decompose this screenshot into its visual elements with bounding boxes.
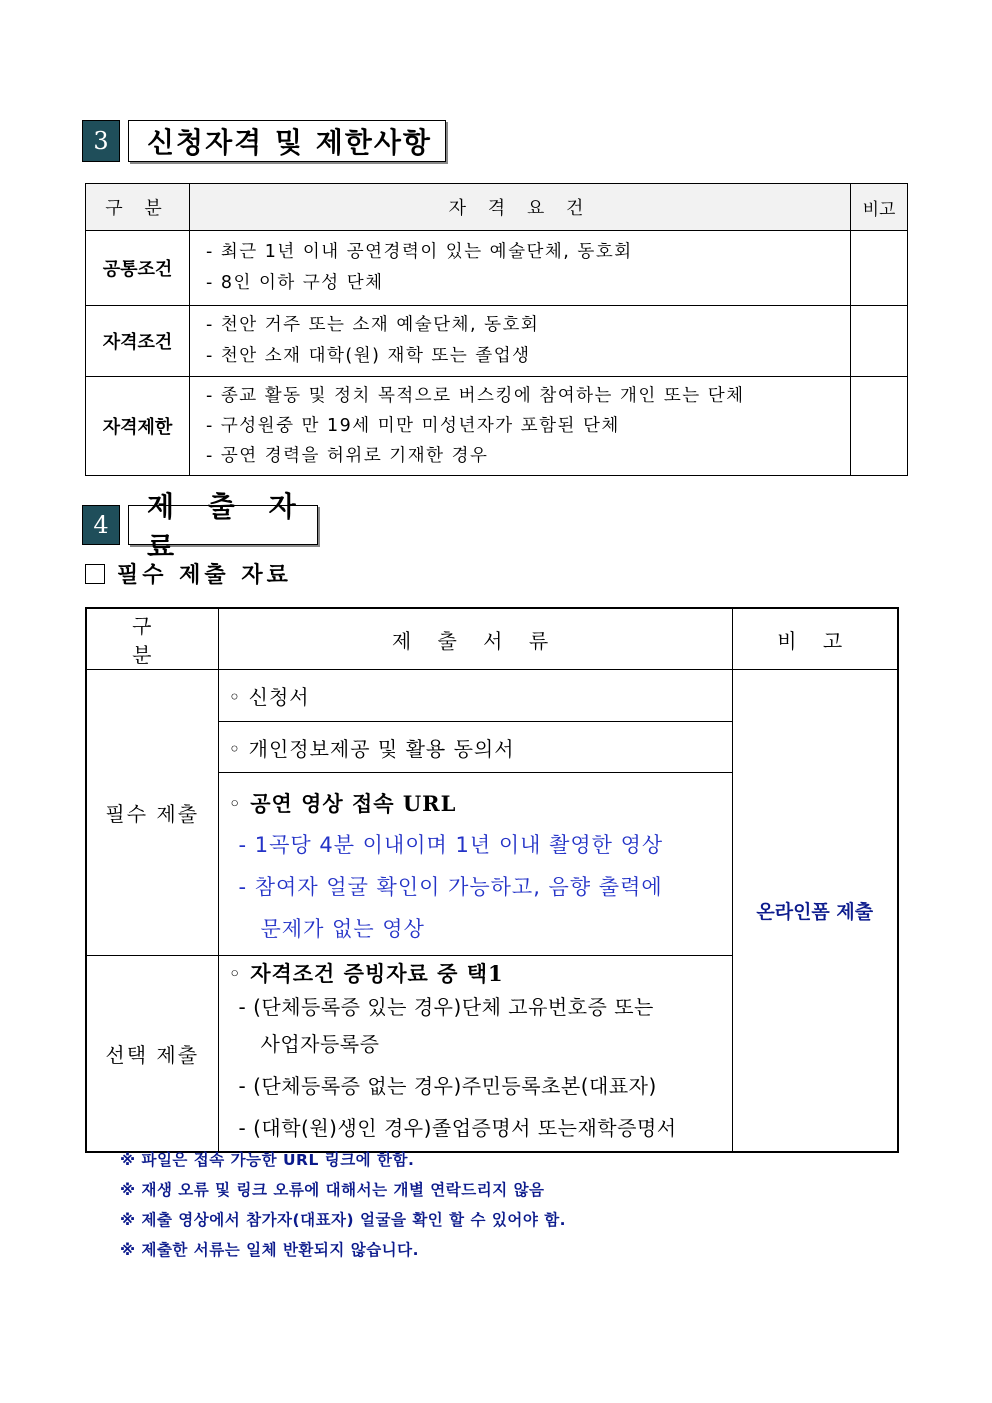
eligibility-table xyxy=(85,183,908,476)
online-form-remark: 온라인폼 제출 xyxy=(732,670,898,1152)
row-requirements xyxy=(190,306,851,377)
video-title: ◦ 공연 영상 접속 URL xyxy=(228,790,457,816)
row-requirements xyxy=(190,377,851,476)
row-category: 공통조건 xyxy=(86,231,190,306)
note-item: ※ 제출 영상에서 참가자(대표자) 얼굴을 확인 할 수 있어야 함. xyxy=(120,1211,567,1229)
optional-line: - (단체등록증 있는 경우)단체 고유번호증 또는 xyxy=(238,995,654,1020)
optional-line: 사업자등록증 xyxy=(260,1032,380,1057)
required-docs-subheading xyxy=(85,558,292,589)
note-item: ※ 재생 오류 및 링크 오류에 대해서는 개별 연락드리지 않음 xyxy=(120,1181,545,1199)
note-item: ※ 파일은 접속 가능한 URL 링크에 한함. xyxy=(120,1151,415,1169)
header-remarks: 비고 xyxy=(851,184,908,231)
header-category: 구 분 xyxy=(86,184,190,231)
table-row xyxy=(86,670,898,722)
eligibility-header-row xyxy=(86,184,908,231)
requirement-line: - 공연 경력을 허위로 기재한 경우 xyxy=(206,446,489,466)
subheading-text: 필수 제출 자료 xyxy=(117,563,292,588)
row-remark xyxy=(851,231,908,306)
video-line: - 참여자 얼굴 확인이 가능하고, 음향 출력에 xyxy=(238,874,663,899)
requirement-line: - 천안 거주 또는 소재 예술단체, 동호회 xyxy=(206,315,540,335)
submission-header-row xyxy=(86,608,898,670)
notes-list xyxy=(120,1145,566,1265)
section-4-heading xyxy=(82,490,318,563)
optional-title: ◦ 자격조건 증빙자료 중 택1 xyxy=(228,961,504,987)
table-row xyxy=(86,377,908,476)
doc-video-url xyxy=(218,773,732,956)
section-4-title: 제 출 자 료 xyxy=(128,505,318,545)
video-line: - 1곡당 4분 이내이며 1년 이내 촬영한 영상 xyxy=(238,832,664,857)
section-3-title: 신청자격 및 제한사항 xyxy=(128,120,446,162)
header-requirements: 자 격 요 건 xyxy=(190,184,851,231)
row-remark xyxy=(851,306,908,377)
table-row xyxy=(86,306,908,377)
header-category: 구 분 xyxy=(86,608,218,670)
row-category: 자격제한 xyxy=(86,377,190,476)
requirement-line: - 구성원중 만 19세 미만 미성년자가 포함된 단체 xyxy=(206,416,620,436)
doc-optional-proof xyxy=(218,956,732,1152)
checkbox-icon xyxy=(85,564,105,584)
section-3-number: 3 xyxy=(82,120,120,162)
header-documents: 제 출 서 류 xyxy=(218,608,732,670)
optional-line: - (대학(원)생인 경우)졸업증명서 또는재학증명서 xyxy=(238,1116,677,1141)
note-item: ※ 제출한 서류는 일체 반환되지 않습니다. xyxy=(120,1241,420,1259)
header-remarks: 비 고 xyxy=(732,608,898,670)
requirement-line: - 종교 활동 및 정치 목적으로 버스킹에 참여하는 개인 또는 단체 xyxy=(206,386,745,406)
section-3-heading xyxy=(82,120,446,162)
video-line: 문제가 없는 영상 xyxy=(260,916,425,941)
submission-table xyxy=(85,607,899,1153)
requirement-line: - 천안 소재 대학(원) 재학 또는 졸업생 xyxy=(206,346,531,366)
row-remark xyxy=(851,377,908,476)
optional-line: - (단체등록증 없는 경우)주민등록초본(대표자) xyxy=(238,1074,657,1099)
required-category: 필수 제출 xyxy=(86,670,218,956)
requirement-line: - 8인 이하 구성 단체 xyxy=(206,273,384,293)
doc-application: ◦ 신청서 xyxy=(218,670,732,722)
table-row xyxy=(86,231,908,306)
section-4-number: 4 xyxy=(82,505,120,545)
row-requirements xyxy=(190,231,851,306)
requirement-line: - 최근 1년 이내 공연경력이 있는 예술단체, 동호회 xyxy=(206,242,633,262)
optional-category: 선택 제출 xyxy=(86,956,218,1152)
row-category: 자격조건 xyxy=(86,306,190,377)
doc-privacy-consent: ◦ 개인정보제공 및 활용 동의서 xyxy=(218,722,732,773)
